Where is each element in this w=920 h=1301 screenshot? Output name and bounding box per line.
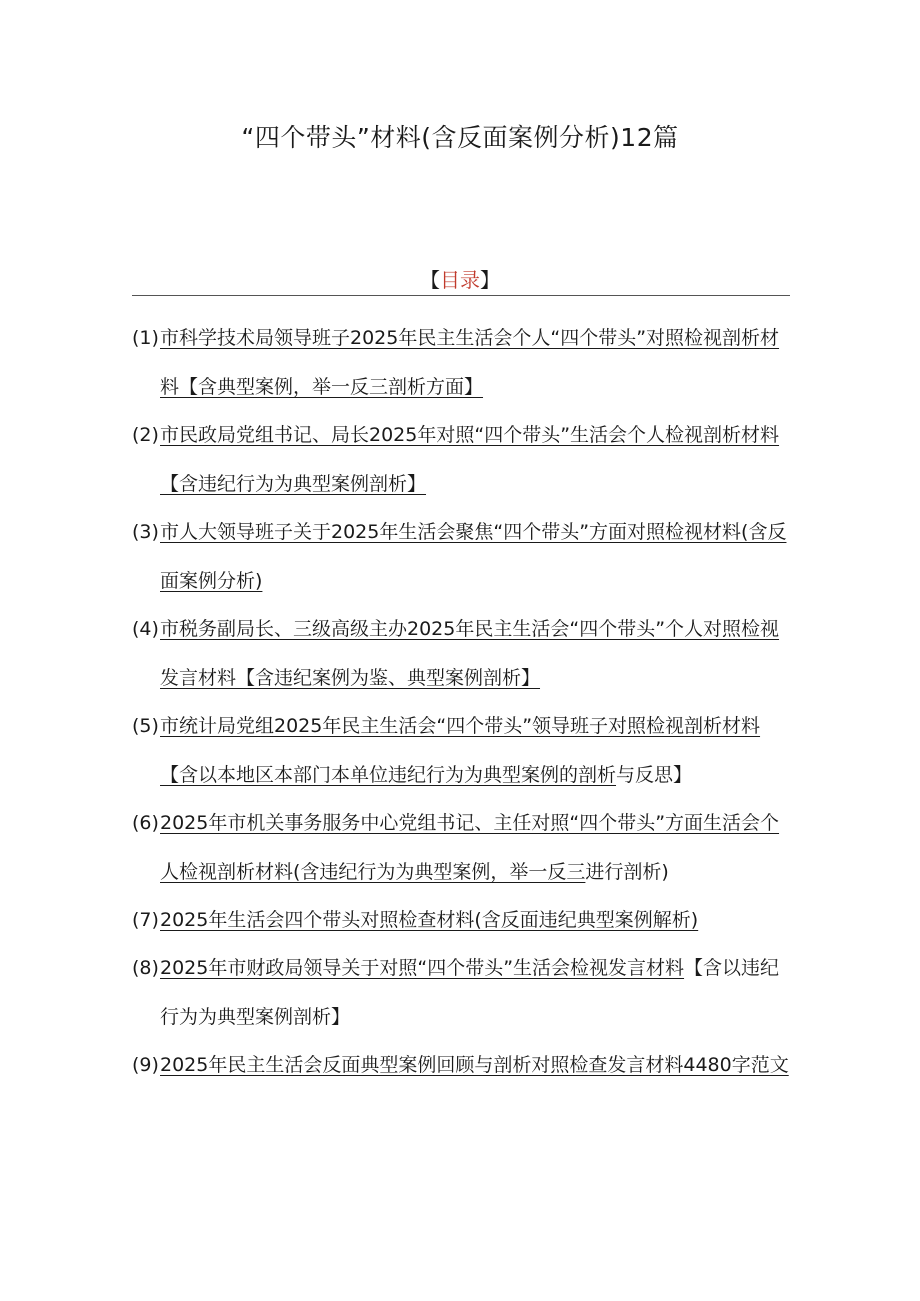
toc-heading-open-bracket: 【 — [420, 268, 440, 292]
toc-heading — [0, 264, 920, 293]
toc-item-5[interactable] — [132, 702, 794, 800]
toc-heading-close-bracket: 】 — [480, 268, 500, 292]
toc-item-link[interactable]: 2025年市财政局领导关于对照“四个带头”生活会检视发言材料 — [160, 957, 685, 979]
toc-item-tail: 与反思】 — [616, 764, 693, 786]
document-title: “四个带头”材料(含反面案例分析)12篇 — [241, 123, 679, 152]
toc-item-link[interactable]: 市人大领导班子关于2025年生活会聚焦“四个带头”方面对照检视材料(含反面案例分析) — [160, 521, 787, 592]
toc-item-link[interactable]: 市税务副局长、三级高级主办2025年民主生活会“四个带头”个人对照检视发言材料【含违纪案例为鉴、典型案例剖析】 — [160, 618, 780, 689]
toc-item-8[interactable] — [132, 944, 794, 1042]
toc-item-tail: 【含以违纪行为为典型案例剖析】 — [160, 957, 780, 1028]
toc-item-link[interactable]: 市统计局党组2025年民主生活会“四个带头”领导班子对照检视剖析材料【含以本地区本部门本单位违纪行为为典型案例的剖析 — [160, 715, 761, 786]
toc-item-tail: 进行剖析) — [585, 861, 669, 883]
toc-item-7[interactable] — [132, 896, 794, 945]
toc-item-link[interactable]: 2025年市机关事务服务中心党组书记、主任对照“四个带头”方面生活会个人检视剖析材料(含违纪行为为典型案例，举一反三 — [160, 812, 780, 883]
toc-item-number: (3) — [132, 521, 159, 543]
toc-item-link[interactable]: 市民政局党组书记、局长2025年对照“四个带头”生活会个人检视剖析材料【含违纪行为为典型案例剖析】 — [160, 424, 780, 495]
toc-item-number: (9) — [132, 1054, 159, 1076]
toc-item-1[interactable] — [132, 314, 794, 412]
toc-divider — [132, 295, 790, 296]
toc-item-4[interactable] — [132, 605, 794, 703]
toc-item-number: (4) — [132, 618, 159, 640]
toc-list — [132, 314, 794, 1089]
toc-item-link[interactable]: 2025年生活会四个带头对照检查材料(含反面违纪典型案例解析) — [160, 909, 699, 931]
toc-item-2[interactable] — [132, 411, 794, 509]
toc-item-number: (8) — [132, 957, 159, 979]
toc-item-number: (1) — [132, 327, 159, 349]
toc-item-number: (7) — [132, 909, 159, 931]
toc-item-3[interactable] — [132, 508, 794, 606]
toc-item-number: (5) — [132, 715, 159, 737]
toc-item-link[interactable]: 2025年民主生活会反面典型案例回顾与剖析对照检查发言材料4480字范文 — [160, 1054, 789, 1076]
toc-item-number: (6) — [132, 812, 159, 834]
toc-item-9[interactable] — [132, 1041, 794, 1090]
toc-heading-word: 目录 — [440, 268, 480, 292]
toc-item-link[interactable]: 市科学技术局领导班子2025年民主生活会个人“四个带头”对照检视剖析材料【含典型案例，举一反三剖析方面】 — [160, 327, 780, 398]
toc-item-number: (2) — [132, 424, 159, 446]
toc-item-6[interactable] — [132, 799, 794, 897]
